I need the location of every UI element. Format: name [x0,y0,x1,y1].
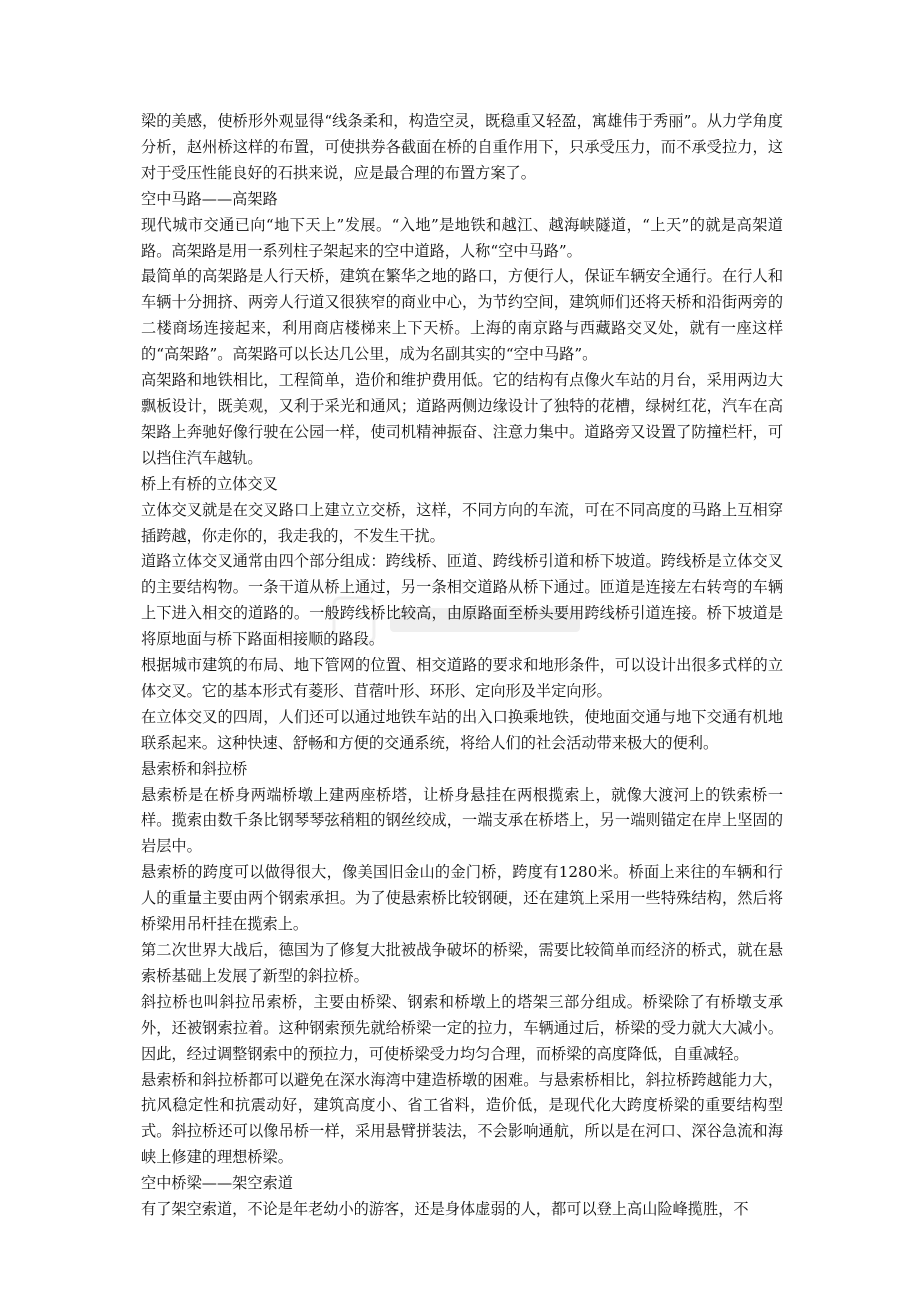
paragraph-zhaozhou-bridge-end: 梁的美感，使桥形外观显得“线条柔和，构造空灵，既稳重又轻盈，寓雄伟于秀丽”。从力学角度分析，赵州桥这样的布置，可使拱券各截面在桥的自重作用下，只承受压力，而不承受拉力，这对于受压性能良好的石拱来说，应是最合理的布置方案了。 [141,112,783,182]
section-heading-suspension-cable-stayed: 悬索桥和斜拉桥 [141,759,248,778]
paragraph-suspension-span: 悬索桥的跨度可以做得很大，像美国旧金山的金门桥，跨度有1280米。桥面上来往的车辆和行人的重量主要由两个钢索承担。为了使悬索桥比较钢硬，还在建筑上采用一些特殊结构，然后将桥梁用吊杆挂在揽索上。 [141,863,783,934]
paragraph-elevated-vs-subway: 高架路和地铁相比，工程简单，造价和维护费用低。它的结构有点像火车站的月台，采用两边大飘板设计，既美观，又利于采光和通风；道路两侧边缘设计了独特的花槽，绿树红花，汽车在高架路上奔驰好像行驶在公园一样，使司机精神振奋、注意力集中。道路旁又设置了防撞栏杆，可以挡住汽车越轨。 [141,371,783,467]
paragraph-interchange-definition: 立体交叉就是在交叉路口上建立立交桥，这样，不同方向的车流，可在不同高度的马路上互相穿插跨越，你走你的，我走我的，不发生干扰。 [141,500,783,545]
paragraph-urban-traffic: 现代城市交通已向“地下天上”发展。“入地”是地铁和越江、越海峡隧道，“上天”的就是高架道路。高架路是用一系列柱子架起来的空中道路，人称“空中马路”。 [141,215,783,260]
paragraph-interchange-parts: 道路立体交叉通常由四个部分组成：跨线桥、匝道、跨线桥引道和桥下坡道。跨线桥是立体交叉的主要结构物。一条干道从桥上通过，另一条相交道路从桥下通过。匝道是连接左右转弯的车辆上下进入相交的道路的。一般跨线桥比较高，由原路面至桥头要用跨线桥引道连接。桥下坡道是将原地面与桥下路面相接顺的路段。 [141,552,783,649]
paragraph-postwar-germany: 第二次世界大战后，德国为了修复大批被战争破坏的桥梁，需要比较简单而经济的桥式，就在悬索桥基础上发展了新型的斜拉桥。 [141,941,783,985]
paragraph-bridge-comparison: 悬索桥和斜拉桥都可以避免在深水海湾中建造桥墩的困难。与悬索桥相比，斜拉桥跨越能力大，抗风稳定性和抗震动好，建筑高度小、省工省料，造价低，是现代化大跨度桥梁的重要结构型式。斜拉桥还可以像吊桥一样，采用悬臂拼装法，不会影响通航，所以是在河口、深谷急流和海峡上修建的理想桥梁。 [141,1070,783,1167]
paragraph-pedestrian-bridge: 最简单的高架路是人行天桥，建筑在繁华之地的路口，方便行人，保证车辆安全通行。在行人和车辆十分拥挤、两旁人行道又很狭窄的商业中心，为节约空间，建筑师们还将天桥和沿街两旁的二楼商场连接起来，利用商店楼梯来上下天桥。上海的南京路与西藏路交叉处，就有一座这样的“高架路”。高架路可以长达几公里，成为名副其实的“空中马路”。 [141,267,783,364]
paragraph-cable-stayed-structure: 斜拉桥也叫斜拉吊索桥，主要由桥梁、钢索和桥墩上的塔架三部分组成。桥梁除了有桥墩支承外，还被钢索拉着。这种钢索预先就给桥梁一定的拉力，车辆通过后，桥梁的受力就大大减小。因此，经过调整钢索中的预拉力，可使桥梁受力均匀合理，而桥梁的高度降低，自重减轻。 [141,992,783,1063]
paragraph-aerial-ropeway: 有了架空索道，不论是年老幼小的游客，还是身体虚弱的人，都可以登上高山险峰揽胜，不 [141,1200,749,1219]
paragraph-interchange-forms: 根据城市建筑的布局、地下管网的位置、相交道路的要求和地形条件，可以设计出很多式样的立体交叉。它的基本形式有菱形、苜蓿叶形、环形、定向形及半定向形。 [141,656,783,700]
document-body [141,109,783,1223]
paragraph-suspension-definition: 悬索桥是在桥身两端桥墩上建两座桥塔，让桥身悬挂在两根揽索上，就像大渡河上的铁索桥一样。揽索由数千条比钢琴琴弦稍粗的钢丝绞成，一端支承在桥塔上，另一端则锚定在岸上坚固的岩层中。 [141,785,783,856]
paragraph-interchange-subway: 在立体交叉的四周，人们还可以通过地铁车站的出入口换乘地铁，使地面交通与地下交通有机地联系起来。这种快速、舒畅和方便的交通系统，将给人们的社会活动带来极大的便利。 [141,707,783,752]
section-heading-aerial-ropeway: 空中桥梁——架空索道 [141,1174,293,1193]
section-heading-interchange: 桥上有桥的立体交叉 [141,474,278,493]
section-heading-elevated-road: 空中马路——高架路 [141,189,278,208]
